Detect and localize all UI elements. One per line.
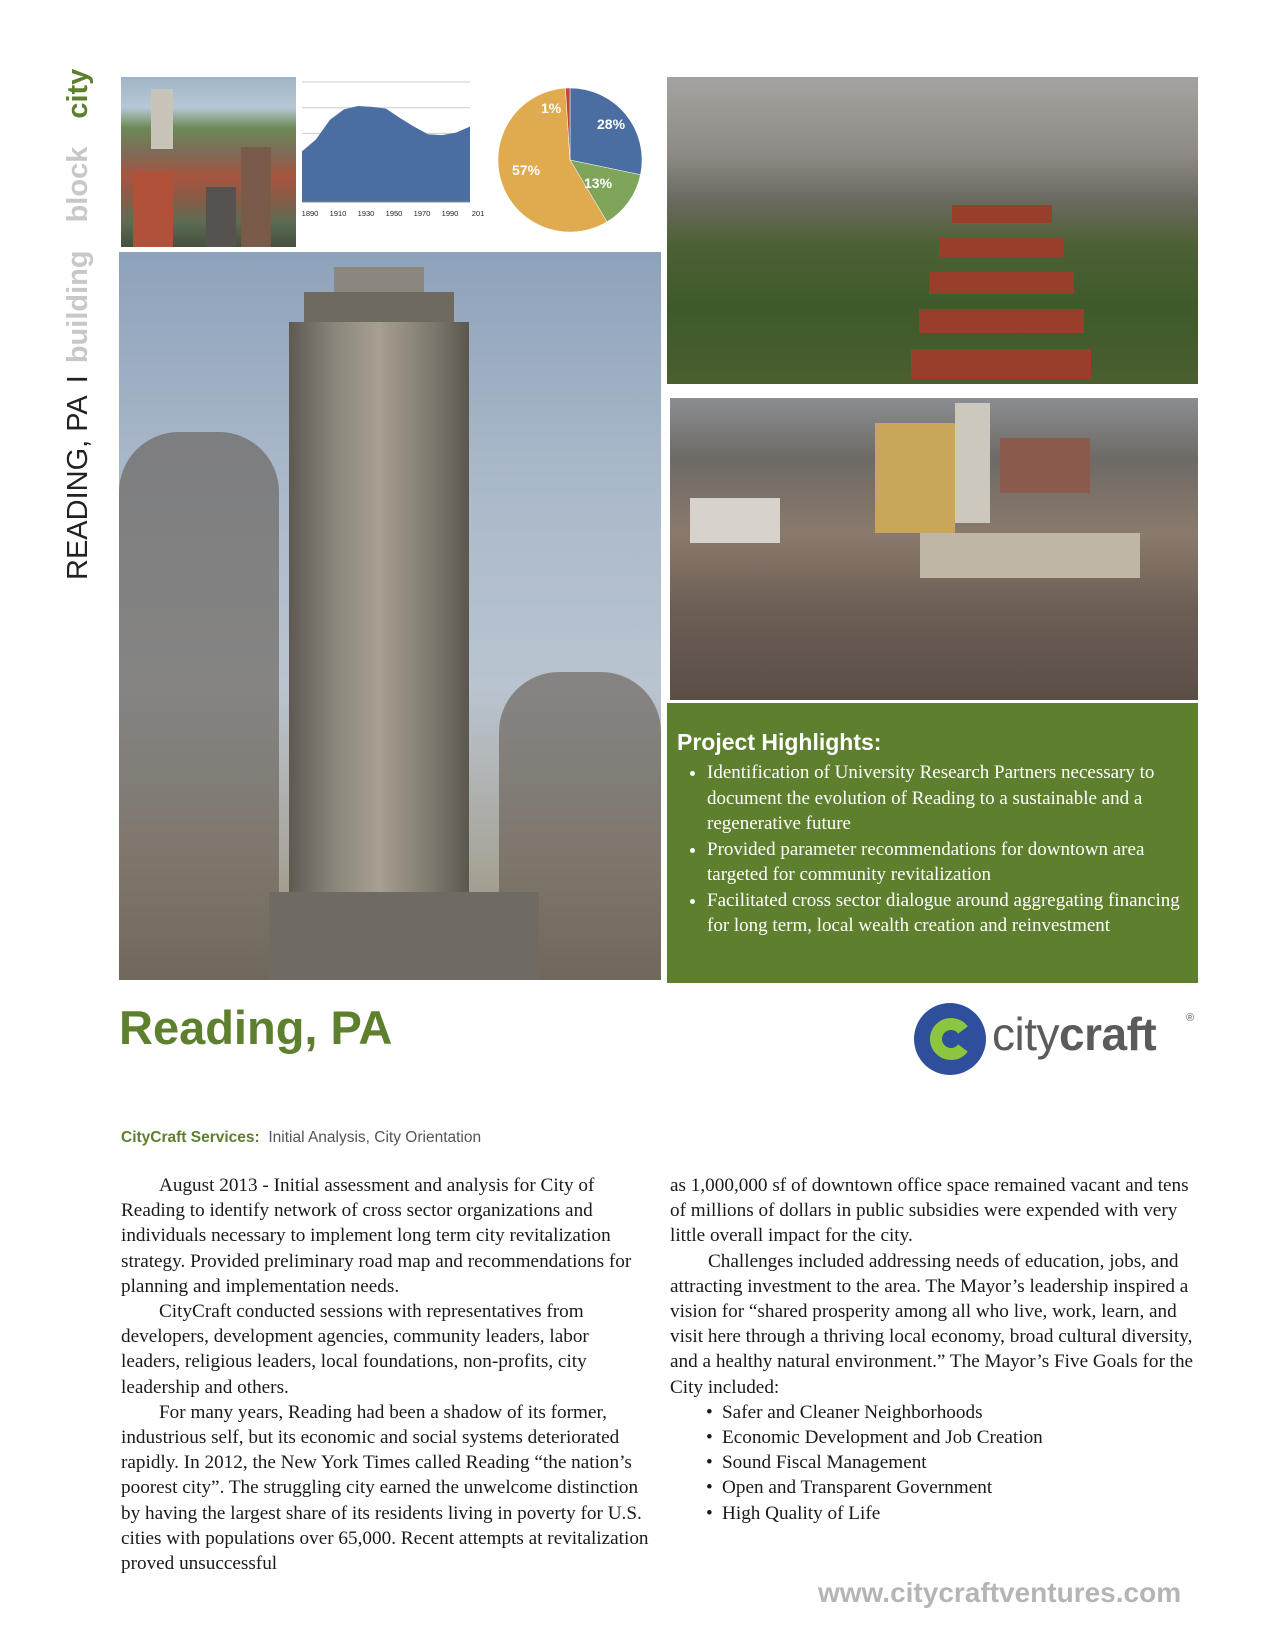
side-tag-building: building	[62, 250, 94, 364]
goal-item: • Open and Transparent Government	[722, 1475, 1205, 1500]
photo-building	[955, 403, 990, 523]
registered-mark: ®	[1186, 1012, 1195, 1024]
photo-building	[241, 147, 271, 247]
population-area-chart	[300, 77, 485, 247]
logo-text-bold: craft	[1059, 1008, 1157, 1060]
side-tag-city: city	[62, 68, 94, 119]
photo-building	[151, 89, 173, 149]
highlight-item: • Provided parameter recommendations for downtown area targeted for community revitalization	[707, 837, 1187, 888]
side-separator: I	[62, 375, 94, 384]
area-series	[302, 106, 470, 202]
x-tick-label: 1970	[413, 209, 431, 218]
photo-building	[133, 172, 173, 247]
goal-item: • Sound Fiscal Management	[722, 1450, 1205, 1475]
services-value: Initial Analysis, City Orientation	[268, 1129, 482, 1146]
goal-item: • High Quality of Life	[722, 1501, 1205, 1526]
goal-item: • Safer and Cleaner Neighborhoods	[722, 1400, 1205, 1425]
city-street-photo	[121, 77, 296, 247]
citycraft-logo-icon	[913, 1002, 993, 1076]
stone-tower-photo	[119, 252, 661, 980]
breakdown-pie-chart	[490, 77, 650, 247]
pie-slice-label: 1%	[541, 100, 562, 116]
body-paragraph: For many years, Reading had been a shadow of its former, industrious self, but its economic and social systems deteriorated rapidly. In 2012, the New York Times called Reading “the nation’s poorest city”. The struggling city earned the unwelcome distinction by having the largest share of its residents living in poverty for U.S. cities with populations over 65,000. Recent attempts at revitalization proved unsuccessful	[121, 1401, 649, 1575]
pie-slice-label: 28%	[597, 116, 626, 132]
body-paragraph: Challenges included addressing needs of education, jobs, and attracting investment to the area. The Mayor’s leadership inspired a vision for “shared prosperity among all who live, work, learn, and visit here through a thriving local economy, broad cultural diversity, and a healthy natural environment.” The Mayor’s Five Goals for the City included:	[670, 1250, 1194, 1398]
pagoda-roof	[929, 272, 1074, 294]
body-right-column	[670, 1173, 1205, 1526]
mayor-goals-list	[670, 1400, 1205, 1526]
x-tick-label: 1910	[329, 209, 347, 218]
photo-building	[875, 423, 955, 533]
logo-text-regular: city	[992, 1008, 1059, 1060]
highlight-item: • Facilitated cross sector dialogue around aggregating financing for long term, local wealth creation and reinvestment	[707, 888, 1187, 939]
pagoda-roof	[919, 309, 1084, 333]
goal-item: • Economic Development and Job Creation	[722, 1425, 1205, 1450]
x-tick-label: 1890	[301, 209, 319, 218]
pagoda-roof	[911, 349, 1091, 379]
pagoda-roof	[939, 237, 1064, 257]
citycraft-logo-text	[992, 1007, 1156, 1061]
project-highlights-box	[667, 703, 1198, 983]
highlight-item: • Identification of University Research Partners necessary to document the evolution of Reading to a sustainable and a regenerative future	[707, 760, 1187, 837]
side-label	[58, 60, 98, 580]
photo-building	[1000, 438, 1090, 493]
body-paragraph: CityCraft conducted sessions with representatives from developers, development agencies, community leaders, labor leaders, religious leaders, local foundations, non-profits, city leadership and others.	[121, 1301, 589, 1398]
tower-shaft	[289, 322, 469, 980]
tower-base	[269, 892, 539, 980]
website-link[interactable]: www.citycraftventures.com	[818, 1577, 1182, 1608]
body-paragraph: August 2013 - Initial assessment and analysis for City of Reading to identify network of cross sector organizations and individuals necessary to implement long term city revitalization strategy. Provided preliminary road map and recommendations for planning and implementation needs.	[121, 1175, 632, 1297]
highlights-title: Project Highlights:	[677, 729, 882, 755]
highlights-list	[689, 760, 1187, 939]
downtown-aerial-photo	[670, 398, 1198, 700]
pie-slice-label: 57%	[512, 162, 541, 178]
photo-tree	[119, 432, 279, 980]
body-paragraph-continued: as 1,000,000 sf of downtown office space remained vacant and tens of millions of dollars in public subsidies were expended with very little overall impact for the city.	[670, 1175, 1189, 1247]
side-location: READING, PA	[62, 395, 94, 580]
body-left-column	[121, 1173, 651, 1576]
photo-building	[920, 533, 1140, 578]
page-title: Reading, PA	[119, 1001, 393, 1054]
x-tick-label: 1950	[385, 209, 403, 218]
services-line	[121, 1129, 481, 1147]
tower-lantern	[334, 267, 424, 295]
services-label: CityCraft Services:	[121, 1129, 260, 1146]
photo-building	[690, 498, 780, 543]
x-tick-label: 1930	[357, 209, 375, 218]
side-tag-block: block	[62, 146, 94, 223]
pie-slice-label: 13%	[584, 175, 613, 191]
x-tick-label: 1990	[441, 209, 459, 218]
photo-road	[206, 187, 236, 247]
x-tick-label: 201	[471, 209, 485, 218]
pagoda-roof	[952, 205, 1052, 223]
pagoda-aerial-photo	[667, 77, 1198, 384]
